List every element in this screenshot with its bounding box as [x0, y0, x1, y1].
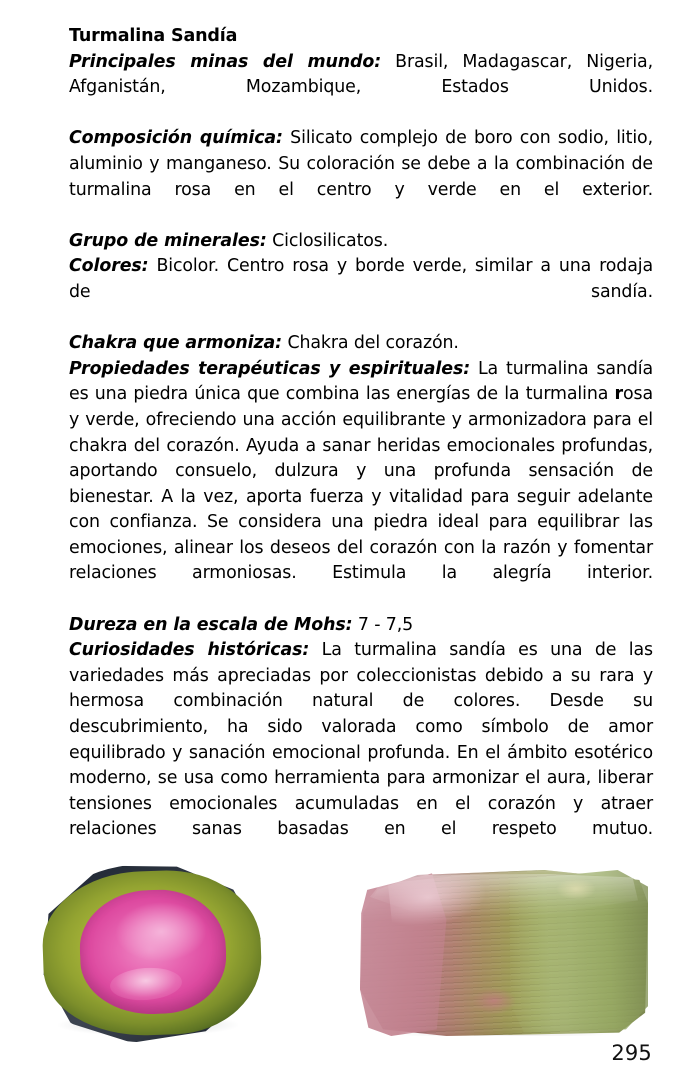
label-composicion-quimica: Composición química: — [69, 128, 283, 149]
paragraph-colores — [69, 254, 653, 331]
value-curiosidades-historicas: La turmalina sandía es una de las variedades más apreciadas por coleccionistas debido a su rara y hermosa combinación natural de colores. Desde su descubrimiento, ha sido valorada como símbolo de amor equilibrado y sanación emocional profunda. En el ámbito esotérico moderno, se usa como herramienta para armonizar el aura, liberar tensiones emocionales acumuladas en el corazón y atraer relaciones sanas basadas en el respeto mutuo. — [69, 640, 654, 840]
watermelon-tourmaline-slice-image — [36, 864, 268, 1042]
value-composicion-quimica: Silicato complejo de boro con sodio, litio, aluminio y manganeso. Su coloración se debe a la combinación de turmalina rosa en el centro y verde en el exterior. — [69, 128, 653, 200]
paragraph-principales-minas — [69, 50, 653, 127]
emphasized-initial-char: r — [614, 384, 623, 405]
crystal-inclusion-spot-lower — [472, 988, 516, 1014]
paragraph-grupo-minerales — [69, 229, 653, 255]
slice-stage — [36, 864, 268, 1042]
label-colores: Colores: — [69, 256, 149, 277]
value-propiedades-part1: La turmalina sandía es una piedra única que combina las energías de la turmalina — [69, 358, 653, 405]
paragraph-composicion-quimica — [69, 126, 653, 228]
label-chakra: Chakra que armoniza: — [69, 333, 283, 354]
label-dureza-mohs: Dureza en la escala de Mohs: — [69, 614, 353, 635]
paragraph-dureza-mohs — [69, 613, 653, 639]
label-propiedades-terapeuticas: Propiedades terapéuticas y espirituales: — [69, 358, 471, 379]
page-number: 295 — [611, 1041, 652, 1065]
label-curiosidades-historicas: Curiosidades históricas: — [69, 640, 310, 661]
crystal-inclusion-spot-upper — [556, 878, 596, 900]
paragraph-curiosidades-historicas — [69, 638, 653, 868]
value-chakra: Chakra del corazón. — [282, 333, 459, 354]
value-principales-minas: Brasil, Madagascar, Nigeria, Afganistán, Mozambique, Estados Unidos. — [69, 51, 653, 98]
value-propiedades-part2: osa y verde, ofreciendo una acción equilibrante y armonizadora para el chakra del corazón. Ayuda a sanar heridas emocionales profundas, aportando consuelo, dulzura y una profunda sensación de bienestar. A la vez, aporta fuerza y vitalidad para seguir adelante con confianza. Se considera una piedra ideal para equilibrar las emociones, alinear los deseos del corazón con la razón y fomentar relaciones armoniosas. Estimula la alegría interior. — [69, 384, 653, 584]
bicolor-tourmaline-crystal-image — [360, 870, 648, 1036]
value-dureza-mohs: 7 - 7,5 — [352, 614, 414, 635]
figure-row — [0, 862, 685, 1042]
value-grupo-minerales: Ciclosilicatos. — [266, 230, 389, 251]
label-grupo-minerales: Grupo de minerales: — [69, 230, 267, 251]
value-colores: Bicolor. Centro rosa y borde verde, similar a una rodaja de sandía. — [69, 256, 653, 302]
paragraph-propiedades-terapeuticas — [69, 357, 653, 613]
text-column — [69, 24, 653, 869]
label-principales-minas: Principales minas del mundo: — [69, 51, 382, 72]
page-title: Turmalina Sandía — [69, 26, 238, 46]
paragraph-chakra — [69, 331, 653, 357]
